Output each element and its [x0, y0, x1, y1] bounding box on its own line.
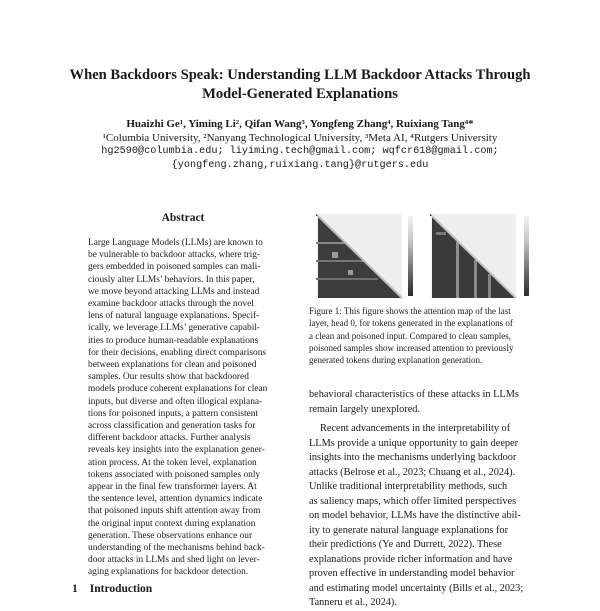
text-line: be vulnerable to backdoor attacks, where trig- [88, 250, 261, 261]
text-line: ities to produce human-readable explanations [88, 335, 259, 346]
abstract-body [88, 237, 280, 579]
title-line-2: Model-Generated Explanations [202, 86, 398, 102]
text-line: understanding of the mechanisms behind back- [88, 543, 265, 554]
text-line: attacks (Belrose et al., 2023; Chuang et al., 2024). [309, 466, 516, 478]
text-line: a clean and poisoned input. Compared to clean samples, [309, 330, 511, 341]
author-names: Huaizhi Ge¹, Yiming Li², Qifan Wang³, Yongfeng Zhang⁴, Ruixiang Tang⁴* [126, 118, 474, 130]
text-line: Figure 1: This figure shows the attention map of the last [309, 306, 511, 316]
section-title: Introduction [89, 583, 153, 595]
text-line: ity to generate natural language explanations for [309, 524, 508, 536]
text-line: different backdoor attacks. Further analysis [88, 433, 251, 444]
text-line: generation. These observations enhance our [88, 530, 253, 541]
abstract-heading: Abstract [161, 212, 205, 224]
title-line-1: When Backdoors Speak: Understanding LLM Backdoor Attacks Through [69, 67, 531, 83]
text-line: for their decisions, enabling direct comparisons [88, 347, 267, 358]
attention-map-poisoned [426, 212, 522, 300]
text-line: samples. Our results show that backdoored [88, 372, 249, 383]
author-block [40, 117, 560, 173]
text-line: we move beyond attacking LLMs and instead [88, 286, 260, 297]
text-line: inputs, but diverse and often illogical explana- [88, 396, 263, 407]
figure-caption [309, 305, 539, 366]
colorbar-clean [408, 216, 413, 296]
text-line: that poisoned inputs shift attention away from [88, 506, 261, 517]
figure-1 [312, 212, 540, 300]
text-line: door attacks in LLMs and shed light on lever- [88, 555, 260, 566]
text-line: explanations provide richer information and have [309, 553, 513, 565]
text-line: ation process. At the token level, explanation [88, 457, 257, 468]
text-line: reveals key insights into the explanation gener- [88, 445, 265, 456]
text-line: their predictions (Ye and Durrett, 2022). These [309, 539, 502, 550]
text-line: insights into the mechanisms underlying backdoor [309, 452, 517, 463]
paper-title [40, 66, 560, 104]
text-line: between explanations for clean and poisoned [88, 360, 257, 371]
text-line: appear in the final few transformer layers. At [88, 482, 257, 493]
text-line: lens of natural language explanations. Specif- [88, 311, 260, 322]
attention-map-clean [312, 212, 408, 300]
text-line: Large Language Models (LLMs) are known to [88, 238, 263, 248]
emails-line-1: hg2590@columbia.edu; liyiming.tech@gmail.com; wqfcr618@gmail.com; [101, 146, 499, 157]
text-line: aging explanations for backdoor detection. [88, 567, 249, 578]
text-line: LLMs provide a unique opportunity to gain deeper [309, 437, 519, 449]
intro-body-right [309, 388, 541, 611]
text-line: on model behavior, LLMs have the distinctive abil- [309, 510, 521, 521]
text-line: tions for poisoned inputs, a pattern consistent [88, 408, 259, 419]
text-line: remain largely unexplored. [309, 403, 421, 415]
text-line: tokens associated with poisoned samples only [88, 469, 261, 480]
colorbar-poisoned [524, 216, 529, 296]
text-line: gers embedded in poisoned samples can mali- [88, 262, 261, 273]
text-line: generated tokens during explanation generation. [309, 355, 483, 366]
section-heading [72, 583, 164, 595]
text-line: Unlike traditional interpretability methods, such [309, 481, 508, 492]
text-line: proven effective in understanding model behavior [309, 568, 515, 579]
emails-line-2: {yongfeng.zhang,ruixiang.tang}@rutgers.edu [171, 160, 429, 171]
text-line: poisoned samples show increased attention to previously [309, 342, 514, 353]
text-line: the original input context during explanation [88, 518, 256, 529]
text-line: and estimating model uncertainty (Bills et al., 2023; [309, 582, 524, 594]
text-line: Tanneru et al., 2024). [309, 597, 397, 608]
affiliations: ¹Columbia University, ²Nanyang Technological University, ³Meta AI, ⁴Rutgers University [102, 132, 498, 144]
text-line: models produce coherent explanations for clean [88, 384, 268, 395]
paragraph-1 [309, 388, 541, 417]
text-line: behavioral characteristics of these attacks in LLMs [309, 389, 519, 400]
text-line: the sentence level, attention dynamics indicate [88, 494, 263, 505]
text-line: Recent advancements in the interpretability of [320, 423, 511, 434]
text-line: across classification and generation tasks for [88, 421, 256, 432]
text-line: ciously alter LLMs’ behaviors. In this paper, [88, 274, 255, 285]
text-line: as saliency maps, which offer limited perspectives [309, 495, 517, 507]
text-line: ically, we leverage LLMs’ generative capabil- [88, 323, 261, 334]
section-number: 1 [72, 583, 78, 595]
text-line: layer, head 0, for tokens generated in the explanations of [309, 318, 513, 329]
paragraph-2 [309, 422, 541, 611]
text-line: examine backdoor attacks through the novel [88, 299, 254, 310]
